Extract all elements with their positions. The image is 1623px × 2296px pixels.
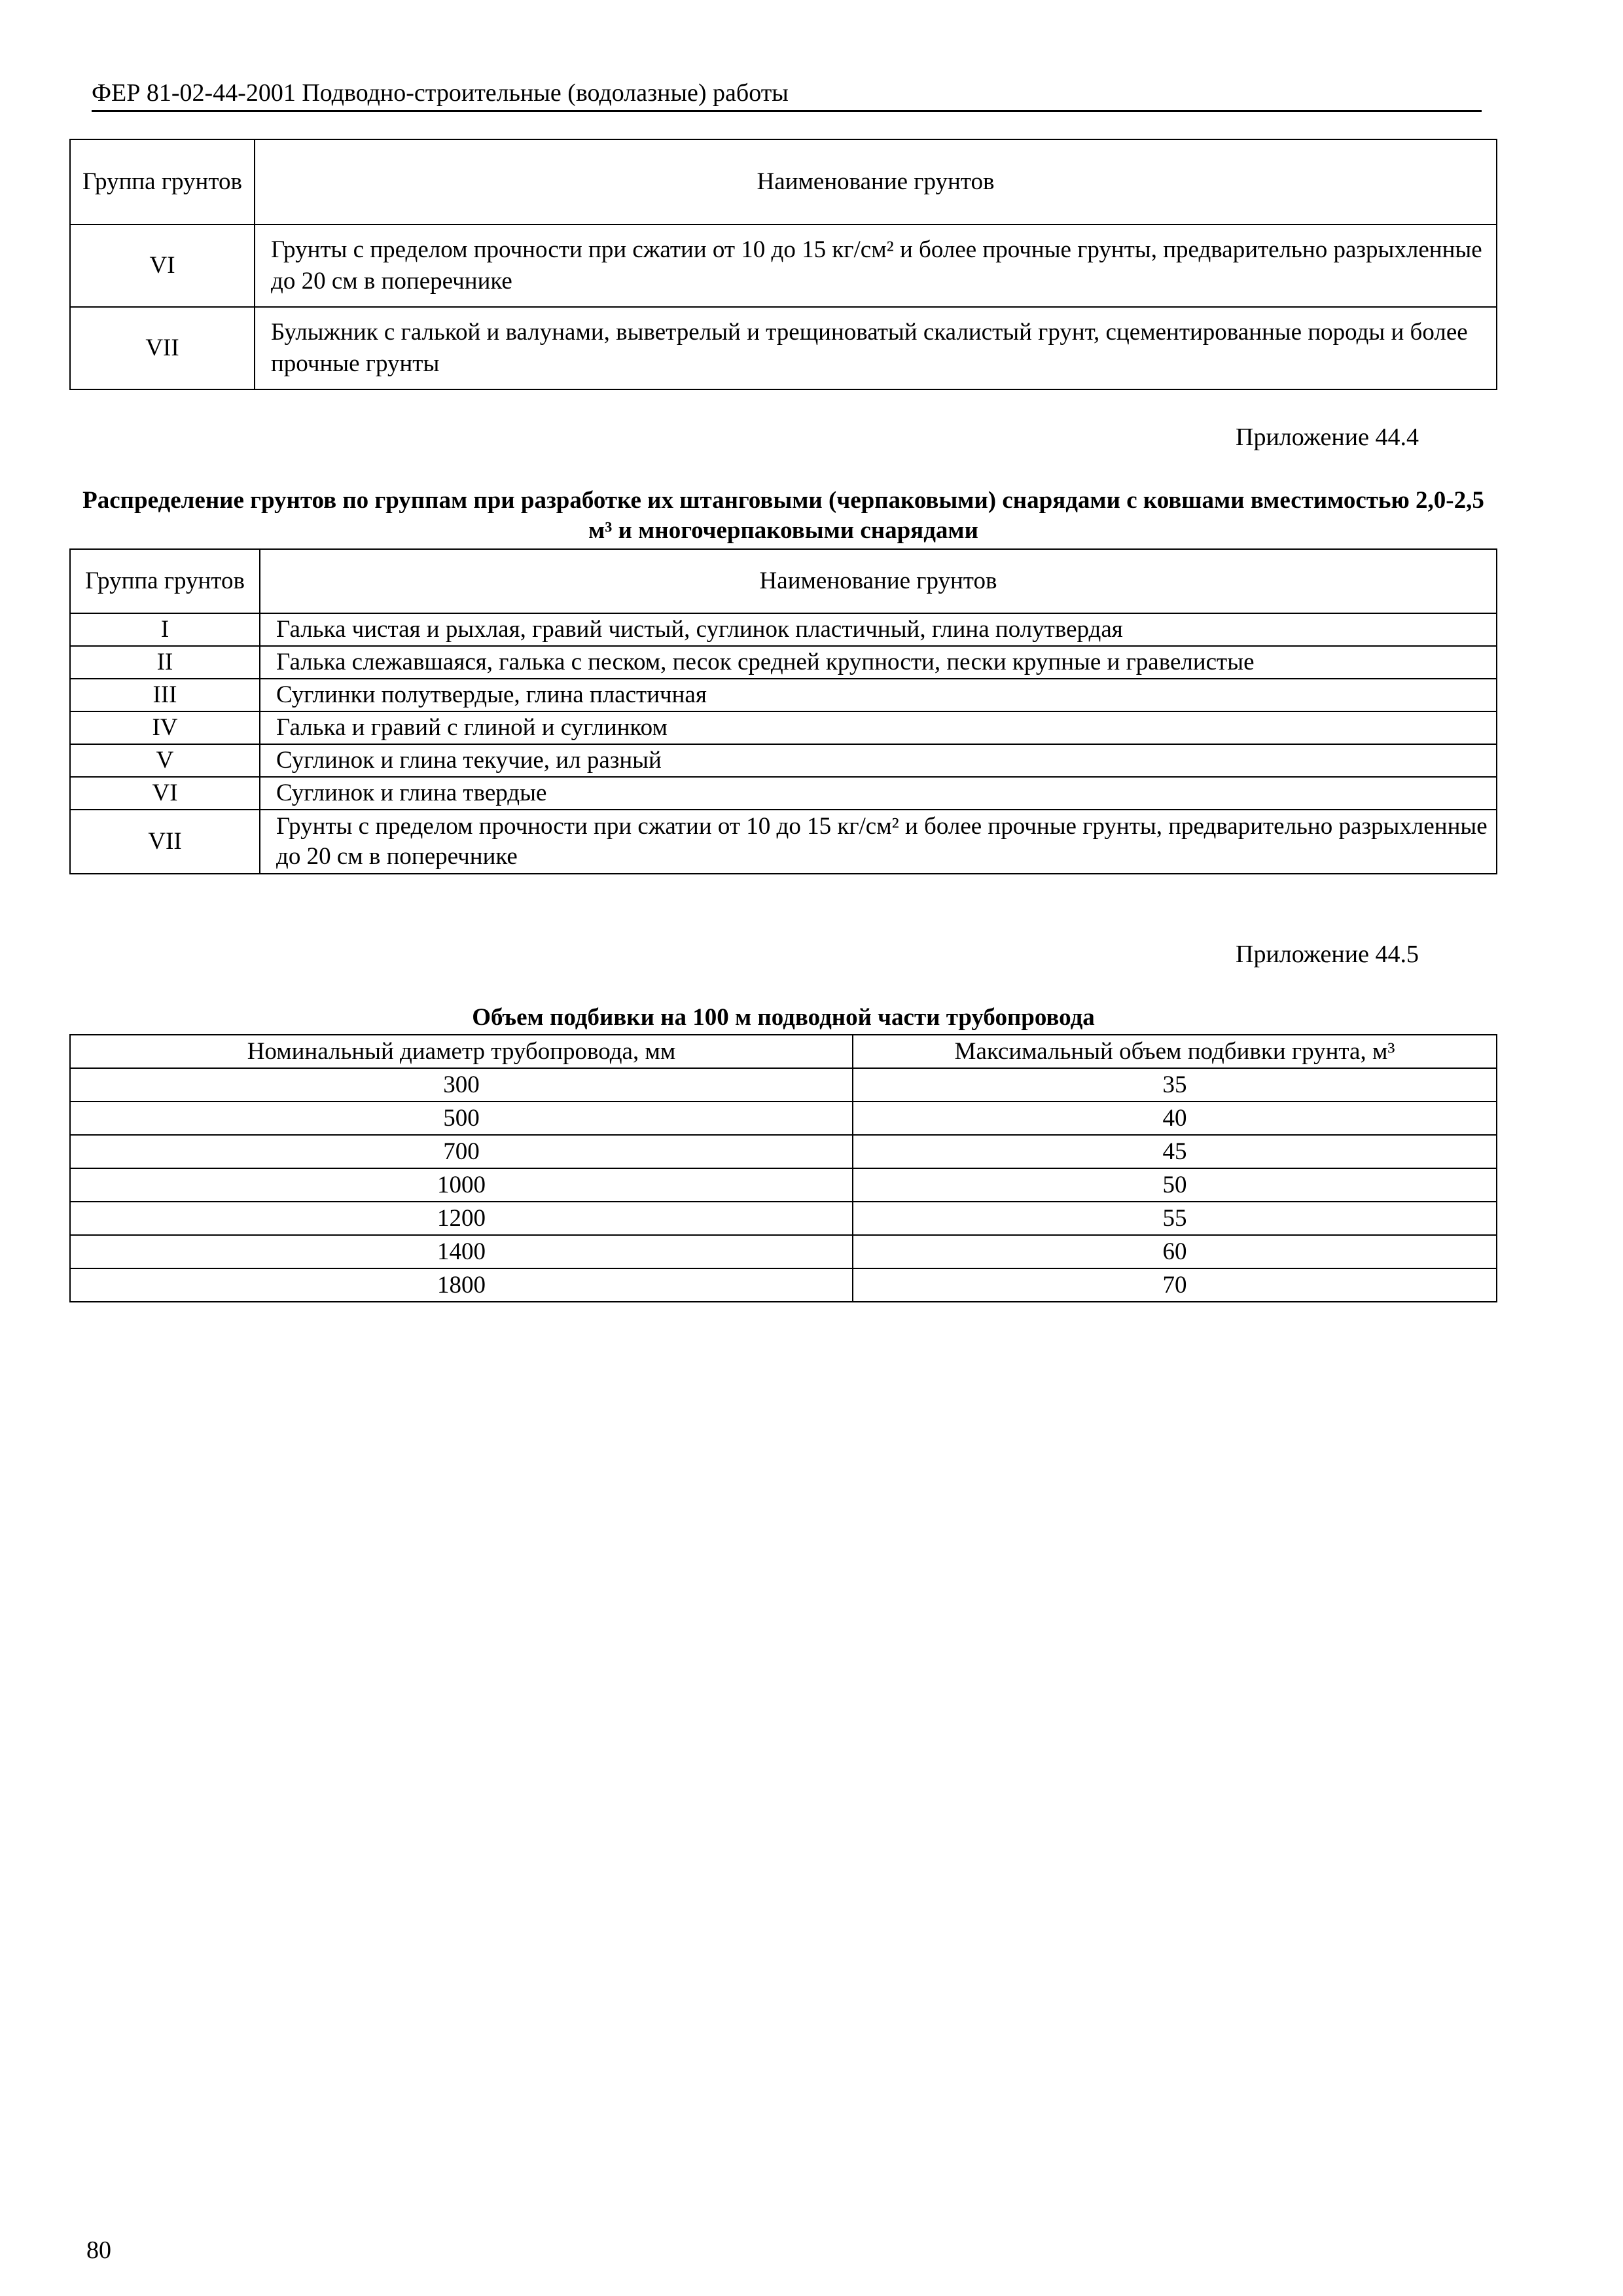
soil-name-cell: Галька чистая и рыхлая, гравий чистый, суглинок пластичный, глина полутвердая	[260, 613, 1497, 646]
diameter-cell: 1200	[70, 1202, 853, 1235]
volume-cell: 45	[853, 1135, 1497, 1168]
soil-name-cell: Суглинок и глина твердые	[260, 777, 1497, 810]
diameter-cell: 500	[70, 1102, 853, 1135]
column-header-name: Наименование грунтов	[260, 549, 1497, 613]
table-row	[70, 744, 1497, 777]
diameter-cell: 1400	[70, 1235, 853, 1268]
diameter-cell: 300	[70, 1068, 853, 1102]
table-row	[70, 1168, 1497, 1202]
soil-groups-table-continued	[69, 139, 1497, 390]
table-header-row	[70, 1035, 1497, 1068]
appendix-label-44-5: Приложение 44.5	[1236, 941, 1419, 968]
page-number: 80	[86, 2236, 111, 2264]
volume-cell: 60	[853, 1235, 1497, 1268]
group-cell: III	[70, 679, 260, 711]
volume-cell: 50	[853, 1168, 1497, 1202]
group-cell: VI	[70, 777, 260, 810]
table-row	[70, 1235, 1497, 1268]
table-caption-44-5: Объем подбивки на 100 м подводной части трубопровода	[472, 1004, 1095, 1031]
table-row	[70, 777, 1497, 810]
table-row	[70, 711, 1497, 744]
volume-cell: 35	[853, 1068, 1497, 1102]
soil-name-cell: Галька слежавшаяся, галька с песком, песок средней крупности, пески крупные и гравелистые	[260, 646, 1497, 679]
group-cell: I	[70, 613, 260, 646]
table-row	[70, 307, 1497, 389]
soil-name-cell: Галька и гравий с глиной и суглинком	[260, 711, 1497, 744]
table-row	[70, 646, 1497, 679]
soil-groups-table-44-4	[69, 548, 1497, 874]
diameter-cell: 700	[70, 1135, 853, 1168]
group-cell: VII	[70, 810, 260, 874]
volume-cell: 70	[853, 1268, 1497, 1302]
page-header	[92, 77, 1482, 112]
table-row	[70, 1068, 1497, 1102]
column-header-name: Наименование грунтов	[255, 139, 1497, 224]
diameter-cell: 1000	[70, 1168, 853, 1202]
group-cell: VII	[70, 307, 255, 389]
table-row	[70, 224, 1497, 307]
volume-cell: 40	[853, 1102, 1497, 1135]
table-row	[70, 1102, 1497, 1135]
soil-name-cell: Булыжник с галькой и валунами, выветрелый и трещиноватый скалистый грунт, сцементированные породы и более прочные грунты	[255, 307, 1497, 389]
group-cell: II	[70, 646, 260, 679]
table-header-row	[70, 139, 1497, 224]
appendix-label-44-4: Приложение 44.4	[1236, 423, 1419, 451]
table-row	[70, 613, 1497, 646]
table-row	[70, 810, 1497, 874]
group-cell: IV	[70, 711, 260, 744]
document-title: ФЕР 81-02-44-2001 Подводно-строительные (водолазные) работы	[92, 79, 789, 107]
column-header-group: Группа грунтов	[70, 139, 255, 224]
soil-name-cell: Грунты с пределом прочности при сжатии от 10 до 15 кг/см² и более прочные грунты, предварительно разрыхленные до 20 см в поперечнике	[260, 810, 1497, 874]
table-caption-44-4: Распределение грунтов по группам при разработке их штанговыми (черпаковыми) снарядами с ковшами вместимостью 2,0-2,5 м³ и многочерпаковыми снарядами	[82, 487, 1484, 544]
pipeline-backfill-table	[69, 1034, 1497, 1302]
group-cell: V	[70, 744, 260, 777]
group-cell: VI	[70, 224, 255, 307]
volume-cell: 55	[853, 1202, 1497, 1235]
soil-name-cell: Суглинки полутвердые, глина пластичная	[260, 679, 1497, 711]
soil-name-cell: Суглинок и глина текучие, ил разный	[260, 744, 1497, 777]
diameter-cell: 1800	[70, 1268, 853, 1302]
table-row	[70, 679, 1497, 711]
table-header-row	[70, 549, 1497, 613]
table-row	[70, 1135, 1497, 1168]
soil-name-cell: Грунты с пределом прочности при сжатии от 10 до 15 кг/см² и более прочные грунты, предварительно разрыхленные до 20 см в поперечнике	[255, 224, 1497, 307]
column-header-volume: Максимальный объем подбивки грунта, м³	[853, 1035, 1497, 1068]
table-row	[70, 1268, 1497, 1302]
table-row	[70, 1202, 1497, 1235]
column-header-group: Группа грунтов	[70, 549, 260, 613]
column-header-diameter: Номинальный диаметр трубопровода, мм	[70, 1035, 853, 1068]
